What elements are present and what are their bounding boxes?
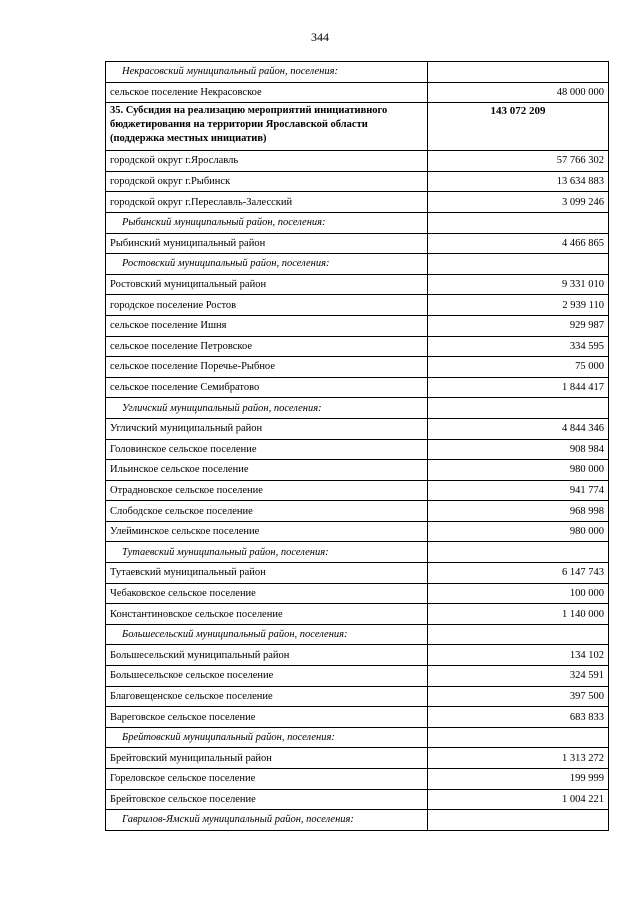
amount-cell: 968 998 [428,501,609,522]
table-row [106,418,609,439]
amount-cell: 2 939 110 [428,295,609,316]
amount-cell: 134 102 [428,645,609,666]
recipient-name-cell: Брейтовское сельское поселение [106,789,428,810]
table-row [106,769,609,790]
subsidy-allocation-table [105,61,609,831]
amount-cell [428,398,609,419]
recipient-name-cell: Ростовский муниципальный район [106,274,428,295]
recipient-name-cell: сельское поселение Некрасовское [106,82,428,103]
recipient-name-cell: 35. Субсидия на реализацию мероприятий инициативного бюджетирования на территории Ярославской области (поддержка местных инициатив) [106,103,428,151]
amount-cell: 1 004 221 [428,789,609,810]
page-number: 344 [311,30,329,44]
recipient-name-cell: городской округ г.Переславль-Залесский [106,192,428,213]
district-header-row [106,542,609,563]
amount-cell [428,624,609,645]
table-row [106,460,609,481]
table-row [106,707,609,728]
amount-cell [428,727,609,748]
amount-cell: 4 844 346 [428,418,609,439]
recipient-name-cell: городской округ г.Ярославль [106,151,428,172]
recipient-name-cell: Брейтовский муниципальный район [106,748,428,769]
amount-cell: 143 072 209 [428,103,609,151]
district-name-cell: Брейтовский муниципальный район, поселения: [106,727,428,748]
recipient-name-cell: сельское поселение Петровское [106,336,428,357]
district-header-row [106,62,609,83]
amount-cell [428,810,609,831]
amount-cell: 980 000 [428,460,609,481]
recipient-name-cell: Улейминское сельское поселение [106,521,428,542]
district-header-row [106,398,609,419]
recipient-name-cell: Тутаевский муниципальный район [106,563,428,584]
table-row [106,192,609,213]
amount-cell: 199 999 [428,769,609,790]
amount-cell: 683 833 [428,707,609,728]
amount-cell: 324 591 [428,666,609,687]
table-row [106,295,609,316]
district-name-cell: Ростовский муниципальный район, поселения: [106,254,428,275]
recipient-name-cell: Угличский муниципальный район [106,418,428,439]
district-name-cell: Угличский муниципальный район, поселения: [106,398,428,419]
table-row [106,666,609,687]
table-row [106,82,609,103]
recipient-name-cell: Большесельский муниципальный район [106,645,428,666]
table-row [106,563,609,584]
table-row [106,274,609,295]
table-row [106,357,609,378]
amount-cell: 1 313 272 [428,748,609,769]
district-header-row [106,212,609,233]
amount-cell: 908 984 [428,439,609,460]
amount-cell: 48 000 000 [428,82,609,103]
amount-cell: 929 987 [428,315,609,336]
amount-cell: 980 000 [428,521,609,542]
recipient-name-cell: Головинское сельское поселение [106,439,428,460]
amount-cell: 13 634 883 [428,171,609,192]
amount-cell: 57 766 302 [428,151,609,172]
amount-cell: 1 844 417 [428,377,609,398]
amount-cell: 3 099 246 [428,192,609,213]
district-header-row [106,254,609,275]
recipient-name-cell: Слободское сельское поселение [106,501,428,522]
recipient-name-cell: городской округ г.Рыбинск [106,171,428,192]
subsidy-header-row [106,103,609,151]
recipient-name-cell: сельское поселение Ишня [106,315,428,336]
recipient-name-cell: Чебаковское сельское поселение [106,583,428,604]
district-name-cell: Рыбинский муниципальный район, поселения: [106,212,428,233]
district-name-cell: Гаврилов-Ямский муниципальный район, поселения: [106,810,428,831]
amount-cell [428,254,609,275]
table-row [106,151,609,172]
table-row [106,604,609,625]
amount-cell: 100 000 [428,583,609,604]
amount-cell: 6 147 743 [428,563,609,584]
table-row [106,336,609,357]
amount-cell: 397 500 [428,686,609,707]
table-row [106,233,609,254]
recipient-name-cell: Рыбинский муниципальный район [106,233,428,254]
recipient-name-cell: Благовещенское сельское поселение [106,686,428,707]
table-row [106,171,609,192]
district-name-cell: Тутаевский муниципальный район, поселения: [106,542,428,563]
recipient-name-cell: городское поселение Ростов [106,295,428,316]
table-row [106,686,609,707]
table-body [106,62,609,831]
table-row [106,377,609,398]
table-row [106,501,609,522]
table-row [106,480,609,501]
recipient-name-cell: Большесельское сельское поселение [106,666,428,687]
district-header-row [106,624,609,645]
table-row [106,645,609,666]
table-row [106,521,609,542]
district-header-row [106,727,609,748]
amount-cell [428,62,609,83]
table-row [106,439,609,460]
recipient-name-cell: Ильинское сельское поселение [106,460,428,481]
table-row [106,748,609,769]
recipient-name-cell: сельское поселение Семибратово [106,377,428,398]
recipient-name-cell: Константиновское сельское поселение [106,604,428,625]
amount-cell: 9 331 010 [428,274,609,295]
recipient-name-cell: Вареговское сельское поселение [106,707,428,728]
amount-cell [428,542,609,563]
amount-cell: 75 000 [428,357,609,378]
table-row [106,583,609,604]
recipient-name-cell: Отрадновское сельское поселение [106,480,428,501]
amount-cell: 1 140 000 [428,604,609,625]
recipient-name-cell: сельское поселение Поречье-Рыбное [106,357,428,378]
recipient-name-cell: Гореловское сельское поселение [106,769,428,790]
table-row [106,789,609,810]
district-name-cell: Некрасовский муниципальный район, поселения: [106,62,428,83]
amount-cell [428,212,609,233]
amount-cell: 334 595 [428,336,609,357]
amount-cell: 4 466 865 [428,233,609,254]
table-row [106,315,609,336]
district-header-row [106,810,609,831]
district-name-cell: Большесельский муниципальный район, поселения: [106,624,428,645]
amount-cell: 941 774 [428,480,609,501]
